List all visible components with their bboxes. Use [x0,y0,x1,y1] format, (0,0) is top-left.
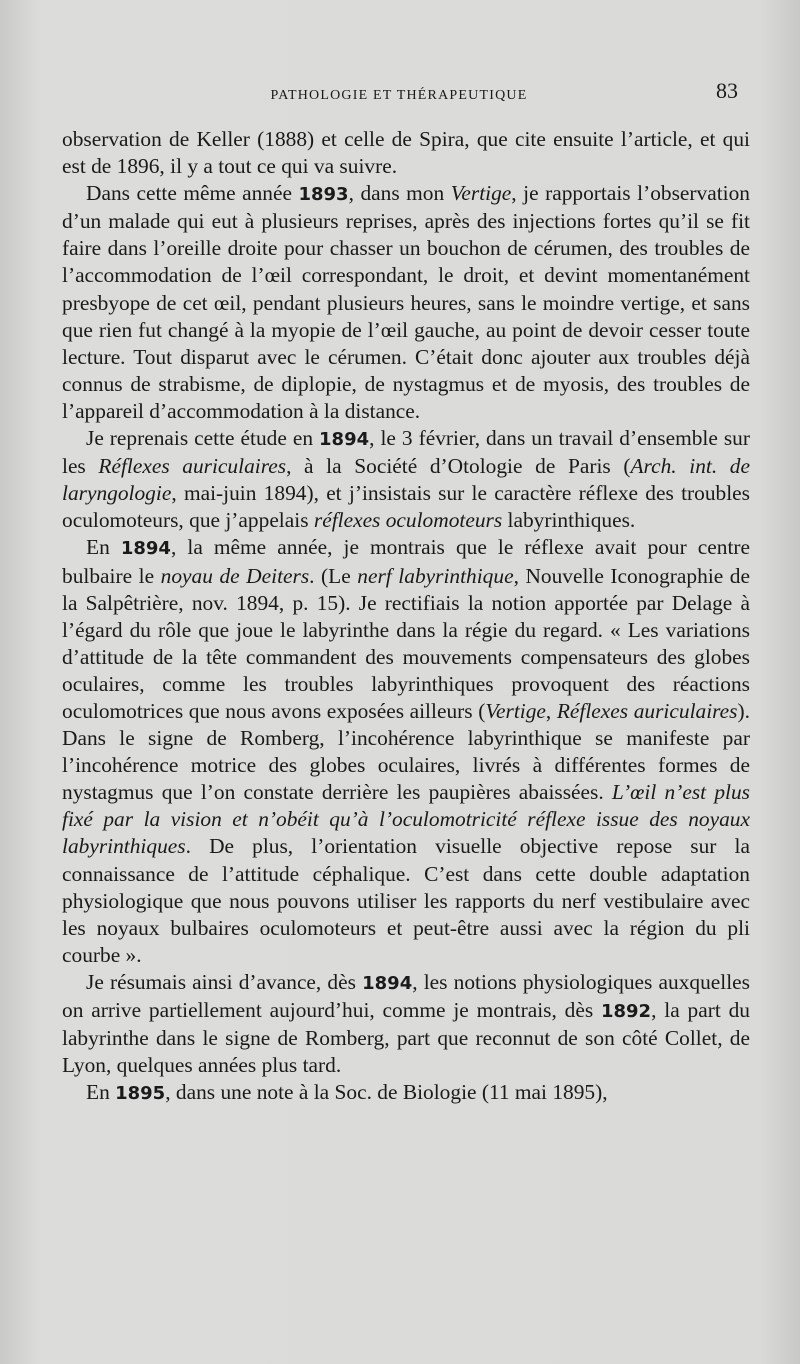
text-run: , la part du labyrinthe dans le signe de Romberg, part que reconnut de son côté Collet, de Lyon, quelques années plus tard. [62,998,750,1078]
text-run: , à la Société d’Otologie de Paris ( [286,454,631,479]
paragraph [62,1079,750,1107]
italic-text: L’œil n’est plus fixé par la vision et n’obéit qu’à l’oculomotricité réflexe issue des noyaux labyrinthiques [62,780,750,859]
text-run: , la même année, je montrais que le réflexe avait pour centre bulbaire le [62,535,751,588]
italic-text: Réflexes auriculaires [556,698,738,723]
paragraph [62,425,750,534]
page-header [60,78,738,108]
italic-text: Vertige [485,698,546,723]
italic-text: Vertige [450,181,512,206]
text-run: observation de Keller (1888) et celle de Spira, que cite ensuite l’article, et qui est de 1896, il y a tout ce qui va suivre. [62,127,750,179]
bold-year: 1893 [298,184,349,206]
text-run: En [86,535,121,560]
text-run: Dans cette même année [86,181,299,206]
body-text [62,126,750,1107]
italic-text: nerf labyrinthique [357,563,514,588]
text-run: , les notions physiologiques auxquelles on arrive partiellement aujourd’hui, comme je montrais, dès [62,969,750,1022]
italic-text: réflexes oculomoteurs [313,508,503,533]
paragraph [62,126,750,180]
italic-text: Réflexes auriculaires [98,454,287,479]
paragraph [62,180,750,425]
page-number: 83 [716,78,738,103]
text-run: , Nouvelle Iconographie de la Salpêtrière, nov. 1894, p. 15). Je rectifiais la notion apportée par Delage à l’égard du rôle que joue le labyrinthe dans la régie du regard. « Les variations d’attitude de la tête commandent des mouvements compensateurs des globes oculaires, comme les troubles labyrinthiques provoquent des réactions oculomotrices que nous avons exposées ailleurs ( [62,563,750,723]
paragraph [62,969,750,1079]
running-head: PATHOLOGIE ET THÉRAPEUTIQUE [270,88,528,103]
text-run: Je résumais ainsi d’avance, dès [86,969,363,994]
bold-year: 1894 [319,429,370,451]
text-run: . De plus, l’orientation visuelle objective repose sur la connaissance de l’attitude céphalique. C’est dans cette double adaptation physiologique que nous pouvons utiliser les rapports du nerf vestibulaire avec les noyaux bulbaires oculomoteurs et peut-être aussi avec la région du pli courbe ». [62,834,750,967]
bold-year: 1894 [362,972,413,994]
text-run: , je rapportais l’observation d’un malade qui eut à plusieurs reprises, après des injections fortes qu’il se fit faire dans l’oreille droite pour chasser un bouchon de cérumen, des troubles de l’accommodation de l’œil correspondant, le droit, et devint momentanément presbyope de cet œil, pendant plusieurs heures, sans le moindre vertige, et sans que rien fut changé à la myopie de l’œil gauche, au point de devoir cesser toute lecture. Tout disparut avec le cérumen. C’était donc ajouter aux troubles déjà connus de strabisme, de diplopie, de nystagmus et de myosis, des troubles de l’appareil d’accommodation à la distance. [62,181,750,423]
text-run: , dans mon [348,181,451,206]
bold-year: 1894 [120,538,171,560]
italic-text: noyau de Deiters [160,563,310,588]
text-run: En [86,1080,116,1105]
text-run: , dans une note à la Soc. de Biologie (11 mai 1895), [165,1080,608,1105]
bold-year: 1895 [115,1083,166,1105]
text-run: , le 3 février, dans un travail d’ensemble sur les [62,426,750,479]
text-run: . (Le [309,563,358,588]
text-run: , mai-juin 1894), et j’insistais sur le caractère réflexe des troubles oculomoteurs, que j’appelais [62,481,750,533]
bold-year: 1892 [600,1001,652,1022]
text-run: Je reprenais cette étude en [86,426,320,451]
text-run: , [545,698,557,723]
paragraph [62,534,750,969]
italic-text: Arch. int. de laryngologie [62,454,750,506]
text-run: labyrinthiques. [502,508,636,533]
text-run: ). Dans le signe de Romberg, l’incohérence labyrinthique se manifeste par l’incohérence motrice des globes oculaires, livrés à différentes formes de nystagmus que l’on constate derrière les paupières abaissées. [62,698,750,805]
